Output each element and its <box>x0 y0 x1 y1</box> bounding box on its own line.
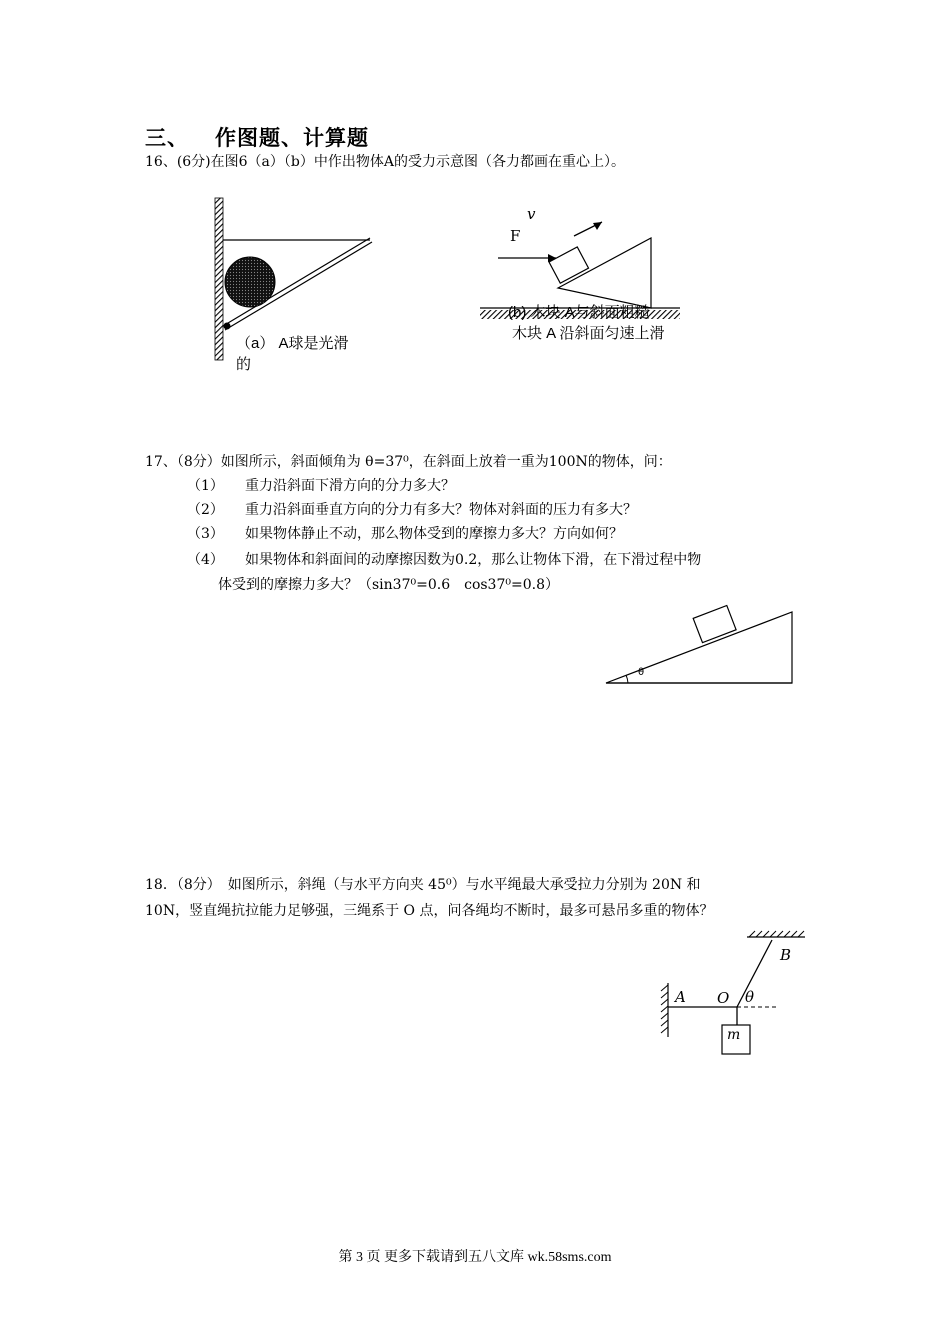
section-title: 作图题、计算题 <box>215 126 369 150</box>
label-f: F <box>510 227 521 245</box>
figure-16b-caption-line1: (b) 木块 A与斜面粗糙 <box>508 304 650 321</box>
question-17-item-2: （2） 重力沿斜面垂直方向的分力有多大？物体对斜面的压力有多大？ <box>187 502 637 518</box>
label-b: B <box>780 946 792 964</box>
question-17-text: 17、（8分）如图所示，斜面倾角为 θ=37⁰，在斜面上放着一重为100N的物体，问： <box>145 454 672 470</box>
question-17-item-4: （4） 如果物体和斜面间的动摩擦因数为0.2，那么让物体下滑，在下滑过程中物 <box>187 552 702 568</box>
question-18-line2: 10N，竖直绳抗拉能力足够强，三绳系于 O 点，问各绳均不断时，最多可悬吊多重的物体？ <box>145 903 714 919</box>
wall-hatch <box>215 198 223 360</box>
label-v: v <box>527 205 536 223</box>
label-theta-17: θ <box>638 667 645 678</box>
block <box>693 605 736 642</box>
question-18-line1: 18．（8分） 如图所示，斜绳（与水平方向夹 45⁰）与水平绳最大承受拉力分别为 20N 和 <box>145 877 701 893</box>
figure-16b-caption-line2: 木块 A 沿斜面匀速上滑 <box>512 325 665 342</box>
section-heading <box>145 122 369 152</box>
question-17-item-3: （3） 如果物体静止不动，那么物体受到的摩擦力多大？方向如何？ <box>187 526 623 542</box>
figure-16a-caption-line2: 的 <box>236 356 252 373</box>
section-number: 三、 <box>145 126 189 150</box>
label-o: O <box>717 989 730 1007</box>
rope-inclined <box>737 940 772 1007</box>
label-theta-18: θ <box>745 988 755 1006</box>
question-17-item-1: （1） 重力沿斜面下滑方向的分力多大？ <box>187 478 455 494</box>
block-a <box>549 247 589 283</box>
question-17-item-4-cont: 体受到的摩擦力多大？（sin37⁰=0.6 cos37⁰=0.8） <box>218 577 559 593</box>
ceiling-hatch <box>749 931 804 937</box>
ball-a <box>225 257 275 307</box>
page-footer: 第 3 页 更多下载请到五八文库 wk.58sms.com <box>338 1250 612 1265</box>
figure-17 <box>600 600 800 690</box>
question-18-text <box>145 872 810 924</box>
figure-16a-caption-line1: （a） A球是光滑 <box>236 335 349 352</box>
hinge-point <box>224 323 231 330</box>
angle-arc <box>626 675 628 683</box>
wall-hatch <box>661 985 668 1033</box>
question-16-text: 16、(6分)在图6（a）（b）中作出物体A的受力示意图（各力都画在重心上）。 <box>145 154 625 170</box>
label-m: m <box>727 1027 741 1043</box>
label-a: A <box>675 988 686 1006</box>
